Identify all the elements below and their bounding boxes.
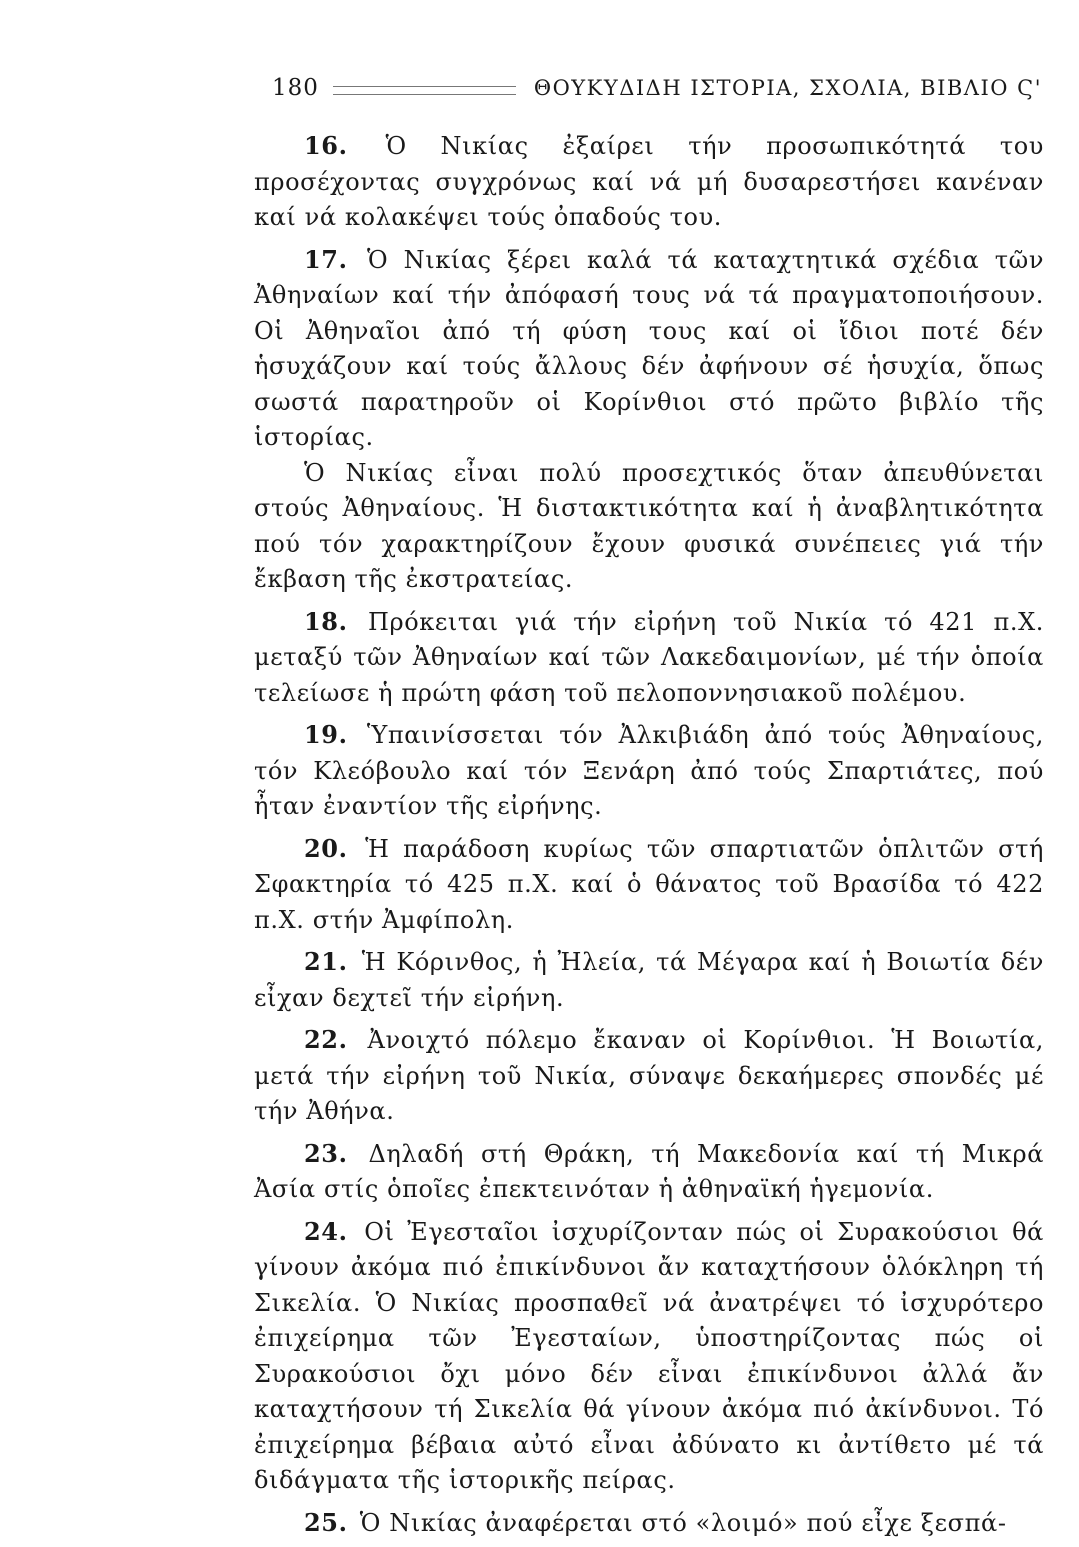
- running-title: ΘΟΥΚΥΔΙΔΗ ΙΣΤΟΡΙΑ, ΣΧΟΛΙΑ, ΒΙΒΛΙΟ Ϛ': [533, 76, 1042, 100]
- note-20: [254, 831, 1044, 939]
- note-text: Ἡ παράδοση κυρίως τῶν σπαρτιατῶν ὁπλιτῶν στή Σφακτηρία τό 425 π.Χ. καί ὁ θάνατος τοῦ Βρασίδα τό 422 π.Χ. στήν Ἀμφίπολη.: [254, 834, 1044, 934]
- note-number: 20.: [304, 833, 348, 863]
- page-number: 180: [272, 75, 319, 101]
- note-18: [254, 604, 1044, 712]
- note-25: [254, 1505, 1044, 1542]
- note-number: 23.: [304, 1138, 348, 1168]
- note-17: [254, 242, 1044, 456]
- note-number: 16.: [304, 131, 348, 160]
- note-text: Ὁ Νικίας ξέρει καλά τά καταχτητικά σχέδια τῶν Ἀθηναίων καί τήν ἀπόφασή τους νά τά πραγματοποιήσουν. Οἱ Ἀθηναῖοι ἀπό τή φύση τους καί οἱ ἴδιοι ποτέ δέν ἡσυχάζουν καί τούς ἄλλους δέν ἀφήνουν σέ ἡσυχία, ὅπως σωστά παρατηροῦν οἱ Κορίνθιοι στό πρῶτο βιβλίο τῆς ἱστορίας.: [254, 245, 1045, 451]
- note-number: 25.: [304, 1507, 348, 1537]
- note-number: 17.: [304, 244, 348, 274]
- note-19: [254, 717, 1044, 825]
- note-text: Ἡ Κόρινθος, ἡ Ἠλεία, τά Μέγαρα καί ἡ Βοιωτία δέν εἶχαν δεχτεῖ τήν εἰρήνη.: [254, 948, 1044, 1012]
- note-17-continued: [254, 456, 1044, 598]
- note-number: 19.: [304, 720, 348, 749]
- note-text: Ὁ Νικίας ἀναφέρεται στό «λοιμό» πού εἶχε ξεσπά-: [359, 1508, 1007, 1537]
- header-rule: [333, 86, 516, 95]
- note-24: [254, 1214, 1044, 1499]
- note-21: [254, 944, 1044, 1016]
- note-text: Ὁ Νικίας ἐξαίρει τήν προσωπικότητά του προσέχοντας συγχρόνως καί νά μή δυσαρεστήσει κανέναν καί νά κολακέψει τούς ὀπαδούς του.: [254, 132, 1044, 231]
- running-header: [272, 68, 1042, 108]
- note-text: Ὑπαινίσσεται τόν Ἀλκιβιάδη ἀπό τούς Ἀθηναίους, τόν Κλεόβουλο καί τόν Ξενάρη ἀπό τούς Σπαρτιάτες, πού ἦταν ἐναντίον τῆς εἰρήνης.: [254, 721, 1044, 820]
- note-number: 18.: [304, 606, 348, 636]
- note-text: Ὁ Νικίας εἶναι πολύ προσεχτικός ὅταν ἀπευθύνεται στούς Ἀθηναίους. Ἡ διστακτικότητα καί ἡ ἀναβλητικότητα πού τόν χαρακτηρίζουν ἔχουν φυσικά συνέπειες γιά τήν ἔκβαση τῆς ἐκστρατείας.: [254, 458, 1044, 593]
- note-text: Οἱ Ἐγεσταῖοι ἰσχυρίζονταν πώς οἱ Συρακούσιοι θά γίνουν ἀκόμα πιό ἐπικίνδυνοι ἄν καταχτήσουν ὁλόκληρη τή Σικελία. Ὁ Νικίας προσπαθεῖ νά ἀνατρέψει τό ἰσχυρότερο ἐπιχείρημα τῶν Ἐγεσταίων, ὑποστηρίζοντας πώς οἱ Συρακούσιοι ὄχι μόνο δέν εἶναι ἐπικίνδυνοι ἀλλά ἄν καταχτήσουν τή Σικελία θά γίνουν ἀκόμα πιό ἀκίνδυνοι. Τό ἐπιχείρημα βέβαια αὐτό εἶναι ἀδύνατο κι ἀντίθετο μέ τά διδάγματα τῆς ἱστορικῆς πείρας.: [254, 1217, 1044, 1494]
- note-22: [254, 1022, 1044, 1130]
- note-text: Ἀνοιχτό πόλεμο ἔκαναν οἱ Κορίνθιοι. Ἡ Βοιωτία, μετά τήν εἰρήνη τοῦ Νικία, σύναψε δεκαήμερες σπονδές μέ τήν Ἀθήνα.: [254, 1026, 1044, 1125]
- note-16: [254, 128, 1044, 236]
- note-text: Δηλαδή στή Θράκη, τή Μακεδονία καί τή Μικρά Ἀσία στίς ὁποῖες ἐπεκτεινόταν ἡ ἀθηναϊκή ἡγεμονία.: [254, 1139, 1045, 1203]
- note-23: [254, 1136, 1044, 1208]
- note-number: 24.: [304, 1216, 348, 1246]
- note-number: 22.: [304, 1025, 348, 1054]
- note-number: 21.: [304, 947, 348, 976]
- note-text: Πρόκειται γιά τήν εἰρήνη τοῦ Νικία τό 421 π.Χ. μεταξύ τῶν Ἀθηναίων καί τῶν Λακεδαιμονίων, μέ τήν ὁποία τελείωσε ἡ πρώτη φάση τοῦ πελοποννησιακοῦ πολέμου.: [254, 607, 1044, 707]
- notes-body: [254, 128, 1044, 1547]
